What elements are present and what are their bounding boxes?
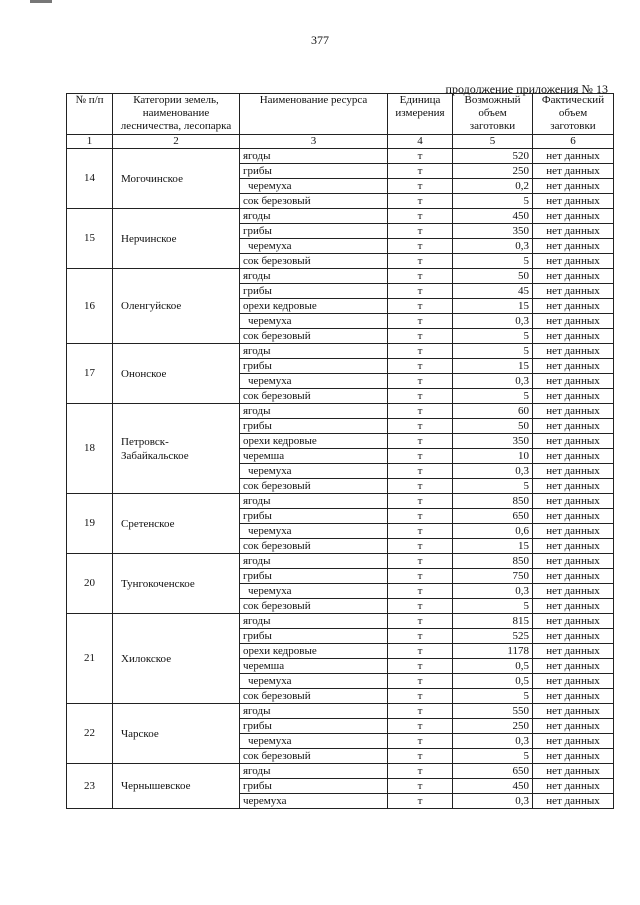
resource-name: сок березовый: [240, 254, 388, 269]
resource-name: орехи кедровые: [240, 299, 388, 314]
possible-volume: 450: [453, 209, 533, 224]
possible-volume: 15: [453, 359, 533, 374]
forestry-name: Чарское: [113, 704, 240, 764]
actual-volume: нет данных: [533, 359, 614, 374]
page-number: 377: [311, 33, 329, 47]
unit-cell: т: [388, 779, 453, 794]
possible-volume: 5: [453, 194, 533, 209]
actual-volume: нет данных: [533, 479, 614, 494]
actual-volume: нет данных: [533, 464, 614, 479]
table-row: [67, 704, 614, 719]
possible-volume: 350: [453, 434, 533, 449]
actual-volume: нет данных: [533, 629, 614, 644]
unit-cell: т: [388, 359, 453, 374]
row-number: 16: [67, 269, 113, 344]
actual-volume: нет данных: [533, 164, 614, 179]
resource-name: черемуха: [240, 794, 388, 809]
unit-cell: т: [388, 224, 453, 239]
actual-volume: нет данных: [533, 749, 614, 764]
possible-volume: 250: [453, 719, 533, 734]
resource-name: ягоды: [240, 614, 388, 629]
unit-cell: т: [388, 284, 453, 299]
row-number: 14: [67, 149, 113, 209]
table-row: [67, 209, 614, 224]
resource-name: сок березовый: [240, 479, 388, 494]
resource-name: грибы: [240, 629, 388, 644]
unit-cell: т: [388, 644, 453, 659]
actual-volume: нет данных: [533, 314, 614, 329]
actual-volume: нет данных: [533, 284, 614, 299]
column-number: 4: [388, 135, 453, 149]
actual-volume: нет данных: [533, 224, 614, 239]
possible-volume: 10: [453, 449, 533, 464]
possible-volume: 50: [453, 419, 533, 434]
resource-name: черемша: [240, 659, 388, 674]
unit-cell: т: [388, 719, 453, 734]
actual-volume: нет данных: [533, 539, 614, 554]
possible-volume: 525: [453, 629, 533, 644]
actual-volume: нет данных: [533, 509, 614, 524]
possible-volume: 15: [453, 539, 533, 554]
forestry-name: Хилокское: [113, 614, 240, 704]
unit-cell: т: [388, 464, 453, 479]
resource-name: грибы: [240, 509, 388, 524]
actual-volume: нет данных: [533, 689, 614, 704]
actual-volume: нет данных: [533, 449, 614, 464]
resource-name: сок березовый: [240, 599, 388, 614]
resource-name: черемуха: [240, 314, 388, 329]
actual-volume: нет данных: [533, 194, 614, 209]
unit-cell: т: [388, 554, 453, 569]
possible-volume: 0,3: [453, 314, 533, 329]
actual-volume: нет данных: [533, 209, 614, 224]
resource-name: грибы: [240, 779, 388, 794]
unit-cell: т: [388, 479, 453, 494]
unit-cell: т: [388, 689, 453, 704]
possible-volume: 5: [453, 599, 533, 614]
actual-volume: нет данных: [533, 524, 614, 539]
possible-volume: 60: [453, 404, 533, 419]
possible-volume: 650: [453, 509, 533, 524]
unit-cell: т: [388, 794, 453, 809]
actual-volume: нет данных: [533, 569, 614, 584]
actual-volume: нет данных: [533, 404, 614, 419]
possible-volume: 0,3: [453, 734, 533, 749]
unit-cell: т: [388, 434, 453, 449]
unit-cell: т: [388, 659, 453, 674]
resource-name: грибы: [240, 419, 388, 434]
possible-volume: 520: [453, 149, 533, 164]
actual-volume: нет данных: [533, 374, 614, 389]
table-row: [67, 614, 614, 629]
forestry-name: Петровск-Забайкальское: [113, 404, 240, 494]
possible-volume: 0,2: [453, 179, 533, 194]
resource-name: ягоды: [240, 554, 388, 569]
unit-cell: т: [388, 494, 453, 509]
unit-cell: т: [388, 164, 453, 179]
table-row: [67, 494, 614, 509]
header-no: № п/п: [67, 94, 113, 135]
actual-volume: нет данных: [533, 254, 614, 269]
possible-volume: 50: [453, 269, 533, 284]
resource-name: ягоды: [240, 209, 388, 224]
unit-cell: т: [388, 749, 453, 764]
header-possible: Возможный объем заготовки: [453, 94, 533, 135]
actual-volume: нет данных: [533, 614, 614, 629]
resource-name: ягоды: [240, 404, 388, 419]
column-number: 3: [240, 135, 388, 149]
resource-name: сок березовый: [240, 539, 388, 554]
unit-cell: т: [388, 674, 453, 689]
resource-name: черемуха: [240, 734, 388, 749]
possible-volume: 1178: [453, 644, 533, 659]
unit-cell: т: [388, 374, 453, 389]
actual-volume: нет данных: [533, 179, 614, 194]
resource-name: ягоды: [240, 344, 388, 359]
actual-volume: нет данных: [533, 269, 614, 284]
actual-volume: нет данных: [533, 299, 614, 314]
resource-name: сок березовый: [240, 194, 388, 209]
forestry-name: Оленгуйское: [113, 269, 240, 344]
resource-table: [66, 93, 614, 809]
unit-cell: т: [388, 314, 453, 329]
possible-volume: 5: [453, 689, 533, 704]
unit-cell: т: [388, 404, 453, 419]
unit-cell: т: [388, 704, 453, 719]
resource-name: черемуха: [240, 239, 388, 254]
actual-volume: нет данных: [533, 779, 614, 794]
row-number: 21: [67, 614, 113, 704]
possible-volume: 850: [453, 554, 533, 569]
column-number: 6: [533, 135, 614, 149]
table-row: [67, 149, 614, 164]
possible-volume: 5: [453, 344, 533, 359]
unit-cell: т: [388, 269, 453, 284]
unit-cell: т: [388, 524, 453, 539]
actual-volume: нет данных: [533, 434, 614, 449]
possible-volume: 850: [453, 494, 533, 509]
row-number: 18: [67, 404, 113, 494]
row-number: 19: [67, 494, 113, 554]
actual-volume: нет данных: [533, 584, 614, 599]
header-row: [67, 94, 614, 135]
forestry-name: Могочинское: [113, 149, 240, 209]
resource-name: грибы: [240, 359, 388, 374]
forestry-name: Чернышевское: [113, 764, 240, 809]
actual-volume: нет данных: [533, 794, 614, 809]
unit-cell: т: [388, 449, 453, 464]
row-number: 17: [67, 344, 113, 404]
unit-cell: т: [388, 569, 453, 584]
resource-name: черемуха: [240, 674, 388, 689]
actual-volume: нет данных: [533, 719, 614, 734]
actual-volume: нет данных: [533, 344, 614, 359]
resource-name: ягоды: [240, 149, 388, 164]
unit-cell: т: [388, 389, 453, 404]
table-row: [67, 404, 614, 419]
row-number: 22: [67, 704, 113, 764]
possible-volume: 5: [453, 749, 533, 764]
unit-cell: т: [388, 629, 453, 644]
unit-cell: т: [388, 539, 453, 554]
actual-volume: нет данных: [533, 419, 614, 434]
forestry-name: Сретенское: [113, 494, 240, 554]
column-number: 2: [113, 135, 240, 149]
unit-cell: т: [388, 299, 453, 314]
resource-name: черемуха: [240, 179, 388, 194]
resource-name: сок березовый: [240, 329, 388, 344]
resource-name: ягоды: [240, 704, 388, 719]
forestry-name: Нерчинское: [113, 209, 240, 269]
resource-name: грибы: [240, 569, 388, 584]
possible-volume: 550: [453, 704, 533, 719]
table-body: [67, 149, 614, 809]
header-actual: Фактический объем заготовки: [533, 94, 614, 135]
resource-name: черемуха: [240, 464, 388, 479]
resource-name: грибы: [240, 164, 388, 179]
possible-volume: 350: [453, 224, 533, 239]
actual-volume: нет данных: [533, 659, 614, 674]
unit-cell: т: [388, 419, 453, 434]
resource-name: черемуха: [240, 584, 388, 599]
possible-volume: 250: [453, 164, 533, 179]
possible-volume: 0,3: [453, 794, 533, 809]
column-number-row: [67, 135, 614, 149]
unit-cell: т: [388, 584, 453, 599]
possible-volume: 0,5: [453, 659, 533, 674]
actual-volume: нет данных: [533, 389, 614, 404]
header-resource: Наименование ресурса: [240, 94, 388, 135]
actual-volume: нет данных: [533, 239, 614, 254]
actual-volume: нет данных: [533, 329, 614, 344]
table-row: [67, 269, 614, 284]
table-row: [67, 764, 614, 779]
column-number: 5: [453, 135, 533, 149]
unit-cell: т: [388, 734, 453, 749]
resource-name: черемуха: [240, 374, 388, 389]
resource-name: сок березовый: [240, 389, 388, 404]
unit-cell: т: [388, 329, 453, 344]
resource-name: ягоды: [240, 269, 388, 284]
forestry-name: Ононское: [113, 344, 240, 404]
possible-volume: 450: [453, 779, 533, 794]
resource-name: черемуха: [240, 524, 388, 539]
unit-cell: т: [388, 239, 453, 254]
column-number: 1: [67, 135, 113, 149]
resource-name: сок березовый: [240, 749, 388, 764]
possible-volume: 0,5: [453, 674, 533, 689]
possible-volume: 5: [453, 389, 533, 404]
unit-cell: т: [388, 764, 453, 779]
unit-cell: т: [388, 254, 453, 269]
possible-volume: 5: [453, 479, 533, 494]
possible-volume: 0,6: [453, 524, 533, 539]
table-row: [67, 554, 614, 569]
possible-volume: 0,3: [453, 584, 533, 599]
possible-volume: 5: [453, 254, 533, 269]
table-row: [67, 344, 614, 359]
unit-cell: т: [388, 344, 453, 359]
actual-volume: нет данных: [533, 734, 614, 749]
actual-volume: нет данных: [533, 149, 614, 164]
unit-cell: т: [388, 614, 453, 629]
possible-volume: 15: [453, 299, 533, 314]
unit-cell: т: [388, 209, 453, 224]
forestry-name: Тунгокоченское: [113, 554, 240, 614]
actual-volume: нет данных: [533, 644, 614, 659]
possible-volume: 0,3: [453, 239, 533, 254]
resource-name: грибы: [240, 224, 388, 239]
possible-volume: 5: [453, 329, 533, 344]
header-unit: Единица измерения: [388, 94, 453, 135]
row-number: 15: [67, 209, 113, 269]
possible-volume: 650: [453, 764, 533, 779]
actual-volume: нет данных: [533, 764, 614, 779]
unit-cell: т: [388, 509, 453, 524]
unit-cell: т: [388, 179, 453, 194]
header-category: Категории земель, наименование лесничества, лесопарка: [113, 94, 240, 135]
resource-name: черемша: [240, 449, 388, 464]
resource-name: грибы: [240, 719, 388, 734]
unit-cell: т: [388, 149, 453, 164]
possible-volume: 750: [453, 569, 533, 584]
actual-volume: нет данных: [533, 599, 614, 614]
unit-cell: т: [388, 599, 453, 614]
possible-volume: 0,3: [453, 464, 533, 479]
resource-name: грибы: [240, 284, 388, 299]
continuation-note: продолжение приложения № 13: [445, 82, 608, 96]
possible-volume: 45: [453, 284, 533, 299]
actual-volume: нет данных: [533, 554, 614, 569]
actual-volume: нет данных: [533, 674, 614, 689]
resource-name: ягоды: [240, 764, 388, 779]
unit-cell: т: [388, 194, 453, 209]
actual-volume: нет данных: [533, 704, 614, 719]
resource-name: орехи кедровые: [240, 644, 388, 659]
row-number: 20: [67, 554, 113, 614]
resource-name: ягоды: [240, 494, 388, 509]
resource-name: орехи кедровые: [240, 434, 388, 449]
resource-name: сок березовый: [240, 689, 388, 704]
scan-mark: [30, 0, 52, 3]
row-number: 23: [67, 764, 113, 809]
actual-volume: нет данных: [533, 494, 614, 509]
possible-volume: 0,3: [453, 374, 533, 389]
possible-volume: 815: [453, 614, 533, 629]
